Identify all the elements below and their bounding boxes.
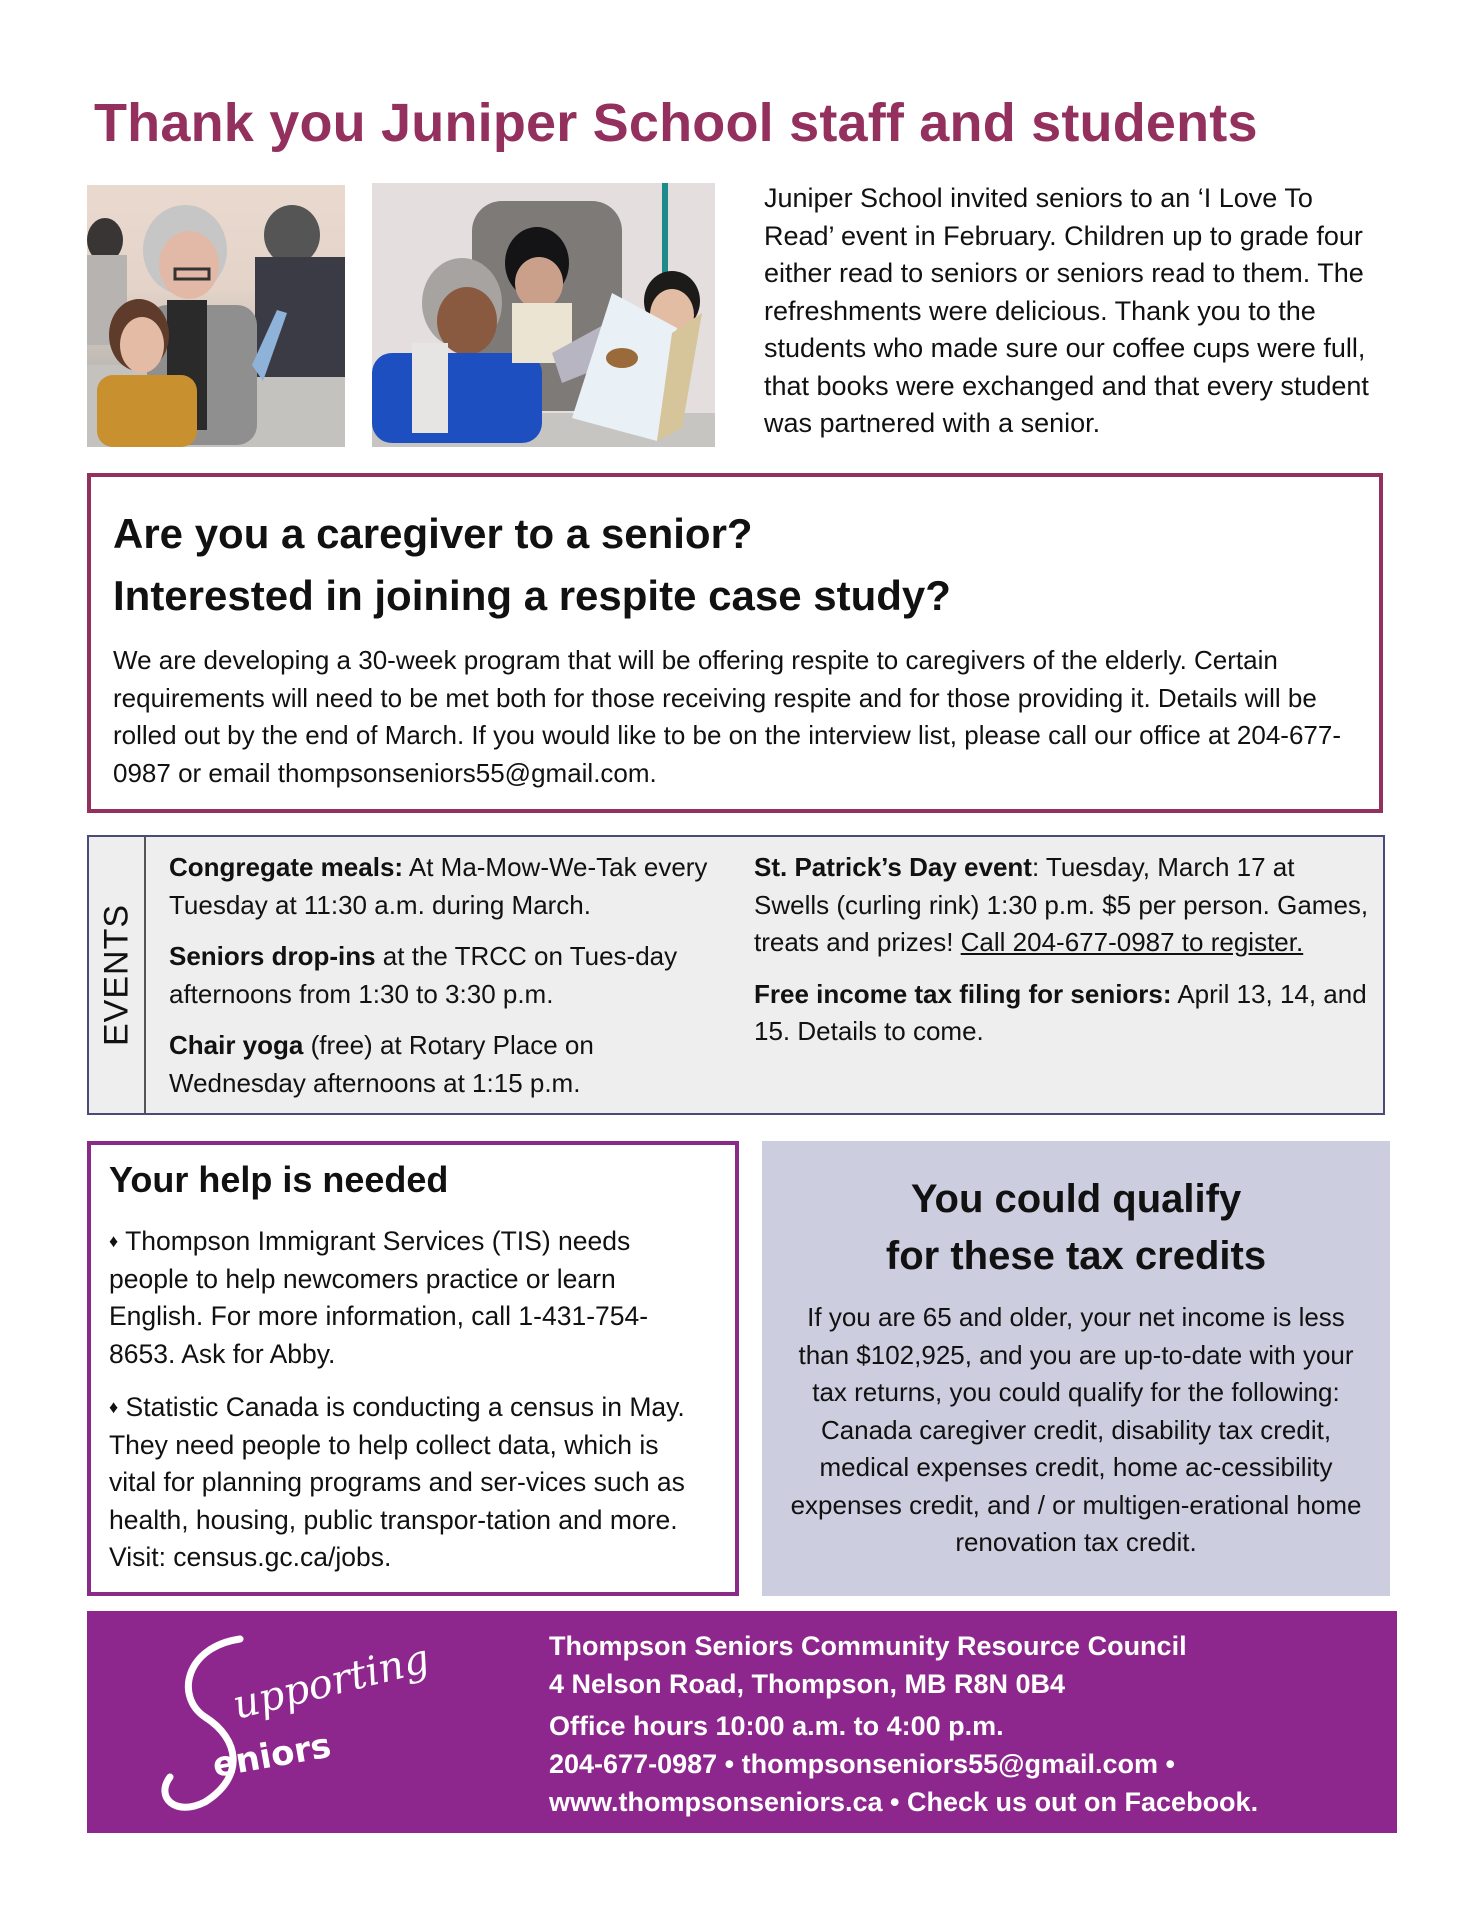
caregiver-respite-box: [87, 473, 1383, 813]
diamond-bullet-icon: ♦: [109, 1231, 119, 1251]
footer-contact-info: [549, 1627, 1258, 1821]
photo-senior-reading-with-children: [372, 183, 715, 447]
events-tab-label: EVENTS: [97, 903, 135, 1047]
help-item-tis: [109, 1223, 709, 1373]
help-item-text: Thompson Immigrant Services (TIS) needs people to help newcomers practice or learn English. For more information, call 1-431-754-8653. Ask for Abby.: [109, 1226, 649, 1369]
event-text: April 13, 14, and 15. Details to come.: [754, 978, 1367, 1046]
event-text: At Ma-Mow-We-Tak every Tuesday at 11:30 a.m. during March.: [169, 852, 708, 920]
help-heading: Your help is needed: [109, 1159, 449, 1200]
event-st-patricks-day: [754, 849, 1374, 962]
event-title: Congregate meals:: [169, 852, 404, 882]
org-address: 4 Nelson Road, Thompson, MB R8N 0B4: [549, 1669, 1066, 1699]
caregiver-heading: [113, 503, 951, 627]
page-title: Thank you Juniper School staff and students: [94, 93, 1258, 153]
help-item-text: Statistic Canada is conducting a census in May. They need people to help collect data, which is vital for planning programs and ser-vices such as health, housing, public transpor-tation and more. Visit: census.gc.ca/jobs.: [109, 1392, 685, 1572]
diamond-bullet-icon: ♦: [109, 1397, 119, 1417]
supporting-seniors-logo: [145, 1627, 434, 1817]
intro-paragraph: Juniper School invited seniors to an ‘I Love To Read’ event in February. Children up to grade four either read to seniors or seniors read to them. The refreshments were delicious. Thank you to the students who made sure our coffee cups were full, that books were exchanged and that every student was partnered with a senior.: [764, 183, 1369, 438]
event-title: Seniors drop-ins: [169, 941, 376, 971]
help-needed-box: [87, 1141, 739, 1596]
tax-heading-line1: You could qualify: [910, 1177, 1242, 1221]
help-items: [109, 1223, 709, 1593]
event-seniors-drop-ins: [169, 938, 729, 1013]
phone-email[interactable]: 204-677-0987 • thompsonseniors55@gmail.com •: [549, 1749, 1175, 1779]
caregiver-heading-line1: Are you a caregiver to a senior?: [113, 510, 753, 557]
help-item-census: [109, 1389, 709, 1577]
org-name: Thompson Seniors Community Resource Council: [549, 1631, 1187, 1661]
photo-illustration: [87, 185, 345, 447]
events-left-column: [169, 849, 729, 1116]
event-title: Chair yoga: [169, 1030, 304, 1060]
office-hours: Office hours 10:00 a.m. to 4:00 p.m.: [549, 1711, 1004, 1741]
event-free-tax-filing: [754, 976, 1374, 1051]
event-text: (free) at Rotary Place on Wednesday afternoons at 1:15 p.m.: [169, 1030, 594, 1098]
events-tab: [89, 837, 146, 1113]
website-facebook[interactable]: www.thompsonseniors.ca • Check us out on Facebook.: [549, 1787, 1259, 1817]
logo-text-supporting: upporting: [228, 1635, 434, 1729]
event-text: at the TRCC on Tues-day afternoons from 1:30 to 3:30 p.m.: [169, 941, 678, 1009]
tax-heading-line2: for these tax credits: [885, 1234, 1267, 1278]
event-chair-yoga: [169, 1027, 729, 1102]
footer-banner: [87, 1611, 1397, 1833]
tax-heading: [762, 1171, 1390, 1285]
register-link[interactable]: Call 204-677-0987 to register.: [960, 927, 1304, 957]
event-congregate-meals: [169, 849, 729, 924]
event-title: St. Patrick’s Day event: [754, 852, 1032, 882]
event-title: Free income tax filing for seniors:: [754, 978, 1172, 1009]
events-right-column: [754, 849, 1374, 1065]
tax-credits-box: [762, 1141, 1390, 1596]
caregiver-heading-line2: Interested in joining a respite case study?: [113, 572, 951, 619]
event-text: : Tuesday, March 17 at Swells (curling rink) 1:30 p.m. $5 per person. Games, treats and prizes!: [754, 852, 1369, 957]
photo-illustration: [372, 183, 715, 447]
photo-senior-reading-with-girl: [87, 185, 345, 447]
events-box: [87, 835, 1385, 1115]
logo-text-seniors: eniors: [209, 1725, 335, 1786]
tax-body: If you are 65 and older, your net income is less than $102,925, and you are up-to-date with your tax returns, you could qualify for the following: Canada caregiver credit, disability tax credit, medical expenses credit, home ac-cessibility expenses credit, and / or multigen-erational home renovation tax credit.: [790, 1302, 1362, 1557]
caregiver-body: We are developing a 30-week program that will be offering respite to caregivers of the elderly. Certain requirements will need to be met both for those receiving respite and for those providing it. Details will be rolled out by the end of March. If you would like to be on the interview list, please call our office at 204-677-0987 or email thompsonseniors55@gmail.com.: [113, 645, 1341, 788]
